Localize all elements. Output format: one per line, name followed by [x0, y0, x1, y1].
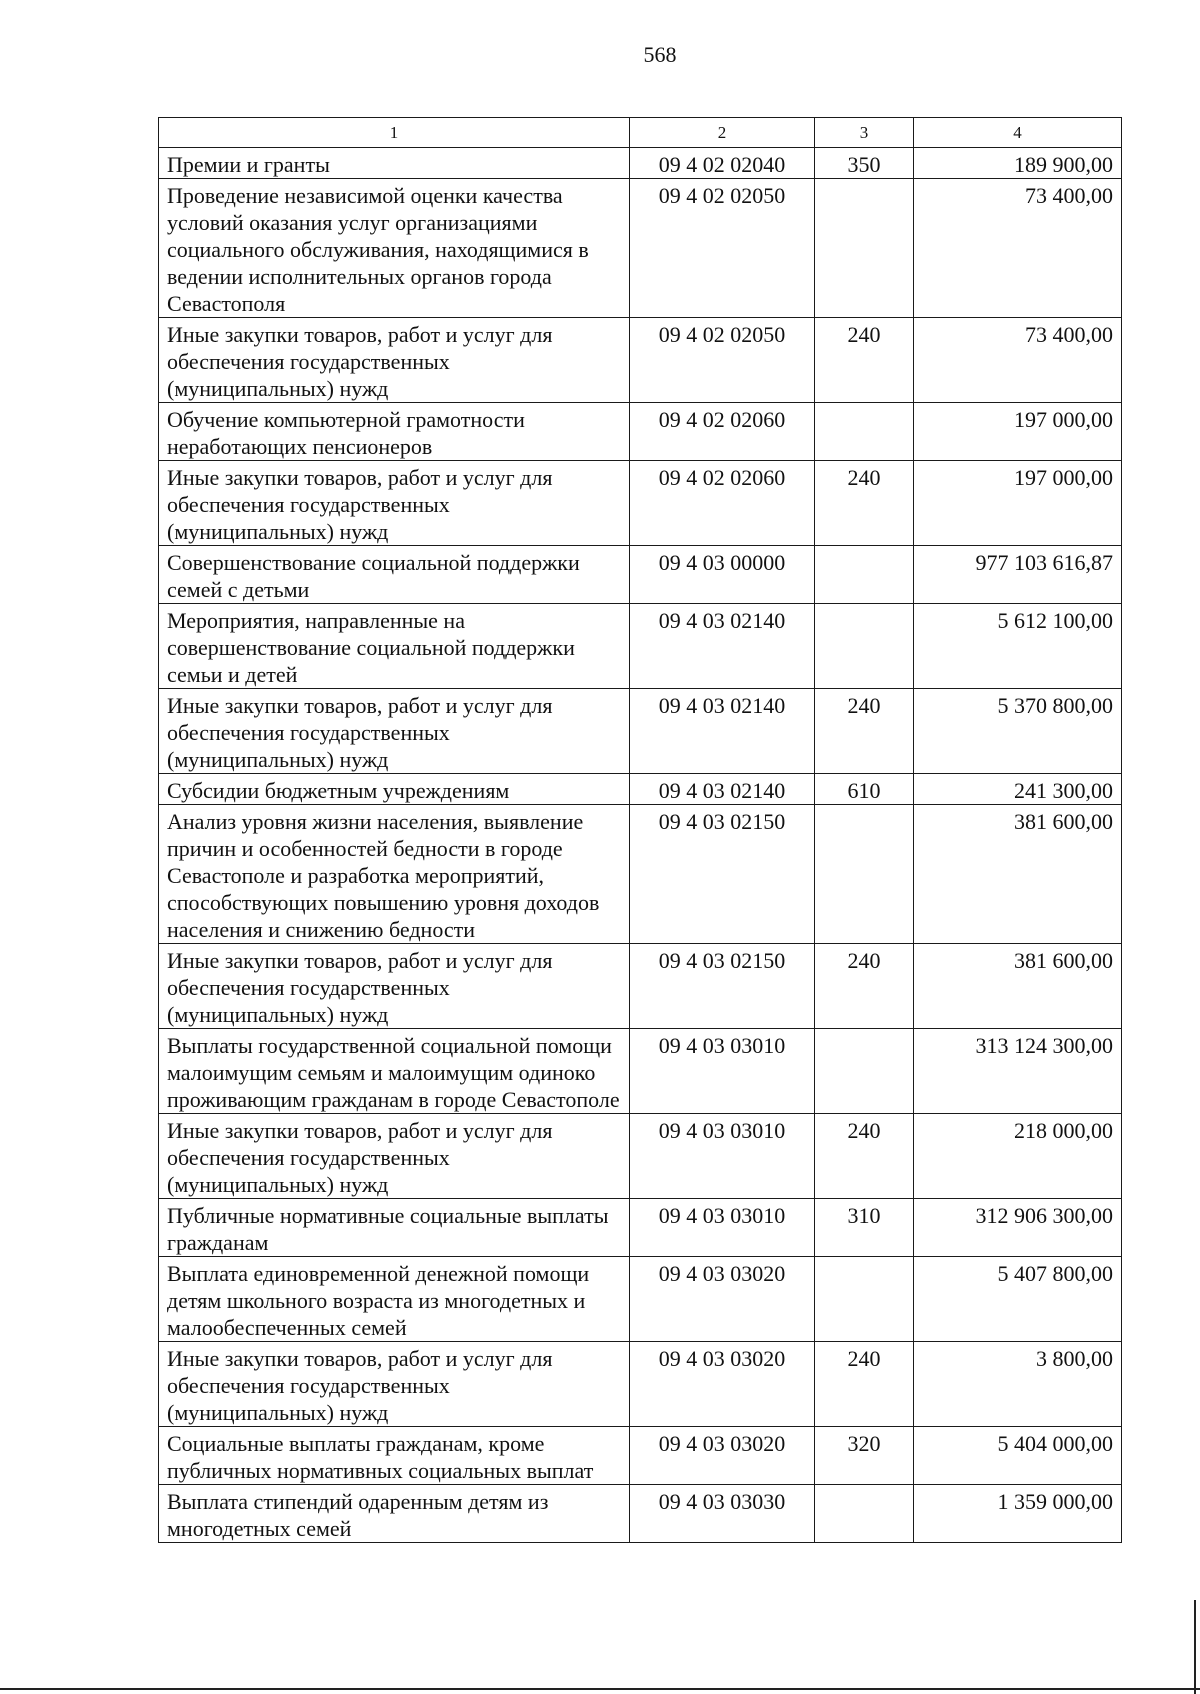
- table-row: [159, 403, 1122, 461]
- row-sum-cell: 197 000,00: [914, 461, 1122, 546]
- row-type-cell: 240: [815, 689, 914, 774]
- table-row: [159, 546, 1122, 604]
- row-name-cell: Анализ уровня жизни населения, выявление причин и особенностей бедности в городе Севастополе и разработка мероприятий, способствующих повышению уровня доходов населения и снижению бедности: [159, 805, 630, 944]
- row-code-cell: 09 4 03 00000: [630, 546, 815, 604]
- table-row: [159, 1029, 1122, 1114]
- row-sum-cell: 241 300,00: [914, 774, 1122, 805]
- table-row: [159, 944, 1122, 1029]
- row-sum-cell: 5 612 100,00: [914, 604, 1122, 689]
- column-header-sum: 4: [914, 118, 1122, 148]
- table-row: [159, 318, 1122, 403]
- row-sum-cell: 313 124 300,00: [914, 1029, 1122, 1114]
- table-row: [159, 1485, 1122, 1543]
- column-header-type: 3: [815, 118, 914, 148]
- row-name-cell: Субсидии бюджетным учреждениям: [159, 774, 630, 805]
- row-name-cell: Проведение независимой оценки качества условий оказания услуг организациями социального обслуживания, находящимися в ведении исполнительных органов города Севастополя: [159, 179, 630, 318]
- table-row: [159, 1257, 1122, 1342]
- row-type-cell: 240: [815, 461, 914, 546]
- page-number: 568: [643, 42, 677, 67]
- row-name-cell: Иные закупки товаров, работ и услуг для обеспечения государственных (муниципальных) нужд: [159, 461, 630, 546]
- row-type-cell: [815, 1029, 914, 1114]
- table-row: [159, 1427, 1122, 1485]
- row-code-cell: 09 4 03 03030: [630, 1485, 815, 1543]
- row-code-cell: 09 4 02 02060: [630, 403, 815, 461]
- row-code-cell: 09 4 03 02150: [630, 805, 815, 944]
- row-code-cell: 09 4 03 02140: [630, 774, 815, 805]
- row-type-cell: 240: [815, 318, 914, 403]
- row-name-cell: Социальные выплаты гражданам, кроме публичных нормативных социальных выплат: [159, 1427, 630, 1485]
- row-type-cell: [815, 403, 914, 461]
- table-row: [159, 1199, 1122, 1257]
- row-sum-cell: 197 000,00: [914, 403, 1122, 461]
- row-sum-cell: 977 103 616,87: [914, 546, 1122, 604]
- row-name-cell: Выплата единовременной денежной помощи детям школьного возраста из многодетных и малообеспеченных семей: [159, 1257, 630, 1342]
- row-type-cell: 240: [815, 944, 914, 1029]
- column-header-code: 2: [630, 118, 815, 148]
- row-type-cell: 610: [815, 774, 914, 805]
- budget-table: [158, 117, 1122, 1543]
- page-bottom-rule: [0, 1688, 1200, 1690]
- row-name-cell: Обучение компьютерной грамотности неработающих пенсионеров: [159, 403, 630, 461]
- table-header-row: [159, 118, 1122, 148]
- row-name-cell: Премии и гранты: [159, 148, 630, 179]
- row-code-cell: 09 4 03 02140: [630, 604, 815, 689]
- row-type-cell: [815, 179, 914, 318]
- row-code-cell: 09 4 03 03010: [630, 1029, 815, 1114]
- row-code-cell: 09 4 03 03010: [630, 1114, 815, 1199]
- row-sum-cell: 381 600,00: [914, 805, 1122, 944]
- row-sum-cell: 3 800,00: [914, 1342, 1122, 1427]
- row-name-cell: Публичные нормативные социальные выплаты гражданам: [159, 1199, 630, 1257]
- row-type-cell: 240: [815, 1114, 914, 1199]
- row-sum-cell: 218 000,00: [914, 1114, 1122, 1199]
- row-type-cell: [815, 1257, 914, 1342]
- row-code-cell: 09 4 03 03020: [630, 1342, 815, 1427]
- table-row: [159, 461, 1122, 546]
- row-sum-cell: 1 359 000,00: [914, 1485, 1122, 1543]
- row-type-cell: 320: [815, 1427, 914, 1485]
- row-sum-cell: 381 600,00: [914, 944, 1122, 1029]
- row-code-cell: 09 4 03 03020: [630, 1427, 815, 1485]
- row-name-cell: Иные закупки товаров, работ и услуг для обеспечения государственных (муниципальных) нужд: [159, 1342, 630, 1427]
- table-row: [159, 1342, 1122, 1427]
- row-sum-cell: 5 407 800,00: [914, 1257, 1122, 1342]
- table-row: [159, 604, 1122, 689]
- row-code-cell: 09 4 03 03020: [630, 1257, 815, 1342]
- row-code-cell: 09 4 03 02140: [630, 689, 815, 774]
- row-sum-cell: 5 404 000,00: [914, 1427, 1122, 1485]
- row-code-cell: 09 4 03 03010: [630, 1199, 815, 1257]
- row-type-cell: [815, 604, 914, 689]
- row-name-cell: Совершенствование социальной поддержки семей с детьми: [159, 546, 630, 604]
- row-name-cell: Иные закупки товаров, работ и услуг для обеспечения государственных (муниципальных) нужд: [159, 944, 630, 1029]
- row-code-cell: 09 4 02 02060: [630, 461, 815, 546]
- table-row: [159, 774, 1122, 805]
- row-type-cell: 240: [815, 1342, 914, 1427]
- table-row: [159, 805, 1122, 944]
- row-sum-cell: 189 900,00: [914, 148, 1122, 179]
- row-name-cell: Иные закупки товаров, работ и услуг для обеспечения государственных (муниципальных) нужд: [159, 689, 630, 774]
- row-name-cell: Выплата стипендий одаренным детям из многодетных семей: [159, 1485, 630, 1543]
- row-type-cell: [815, 546, 914, 604]
- row-name-cell: Иные закупки товаров, работ и услуг для обеспечения государственных (муниципальных) нужд: [159, 1114, 630, 1199]
- row-code-cell: 09 4 02 02040: [630, 148, 815, 179]
- row-type-cell: [815, 805, 914, 944]
- row-code-cell: 09 4 02 02050: [630, 179, 815, 318]
- row-sum-cell: 5 370 800,00: [914, 689, 1122, 774]
- row-name-cell: Мероприятия, направленные на совершенствование социальной поддержки семьи и детей: [159, 604, 630, 689]
- row-type-cell: [815, 1485, 914, 1543]
- page-right-rule: [1194, 1600, 1196, 1694]
- table-row: [159, 689, 1122, 774]
- row-code-cell: 09 4 03 02150: [630, 944, 815, 1029]
- row-code-cell: 09 4 02 02050: [630, 318, 815, 403]
- table-body: [159, 118, 1122, 1543]
- row-name-cell: Иные закупки товаров, работ и услуг для обеспечения государственных (муниципальных) нужд: [159, 318, 630, 403]
- table-row: [159, 148, 1122, 179]
- row-type-cell: 350: [815, 148, 914, 179]
- row-name-cell: Выплаты государственной социальной помощи малоимущим семьям и малоимущим одиноко проживающим гражданам в городе Севастополе: [159, 1029, 630, 1114]
- row-sum-cell: 73 400,00: [914, 318, 1122, 403]
- row-sum-cell: 312 906 300,00: [914, 1199, 1122, 1257]
- row-sum-cell: 73 400,00: [914, 179, 1122, 318]
- row-type-cell: 310: [815, 1199, 914, 1257]
- column-header-name: 1: [159, 118, 630, 148]
- table-row: [159, 1114, 1122, 1199]
- table-row: [159, 179, 1122, 318]
